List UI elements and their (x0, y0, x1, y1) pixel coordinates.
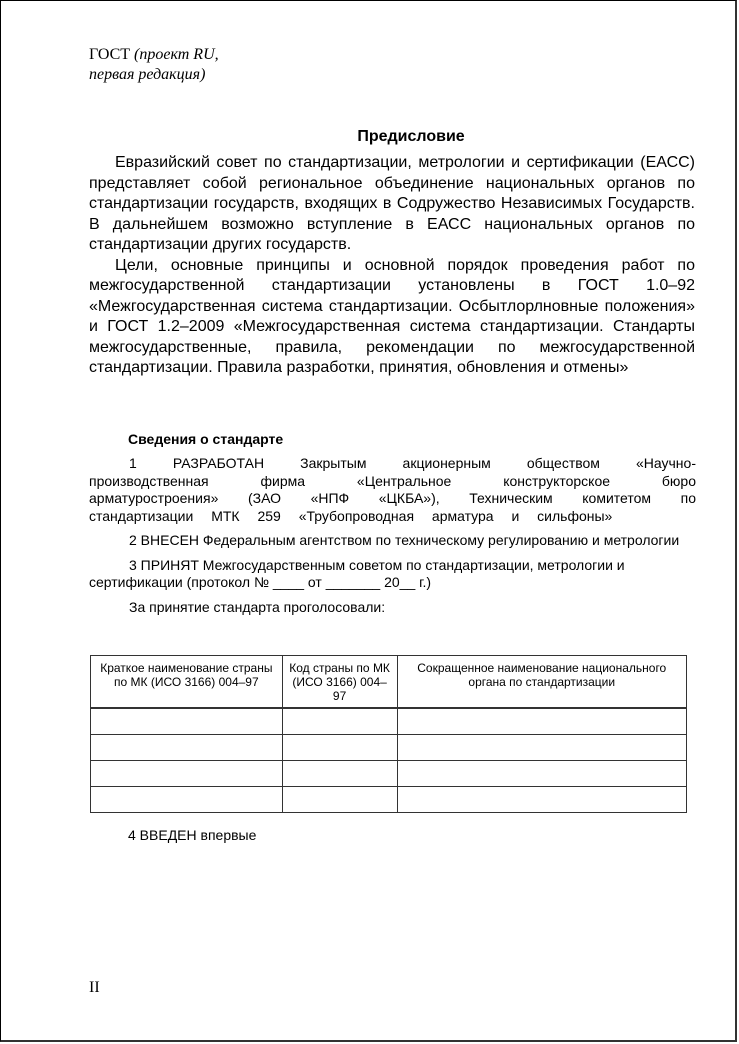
table-row (91, 708, 687, 735)
column-header-national-body: Сокращенное наименование национального органа по стандартизации (397, 656, 686, 709)
table-row (91, 787, 687, 813)
gost-label: ГОСТ (89, 46, 131, 63)
standard-info-title: Сведения о стандарте (128, 431, 284, 447)
column-header-country-code: Код страны по МК (ИСО 3166) 004–97 (282, 656, 397, 709)
draft-note-line1: (проект RU, (134, 46, 219, 63)
preface-title: Предисловие (357, 128, 465, 145)
preface-paragraph-1: Евразийский совет по стандартизации, метрологии и сертификации (ЕАСС) представляет собой региональное объединение национальных органов по стандартизации государств, входящих в Содружество Независимых Государств. В дальнейшем возможно вступление в ЕАСС национальных органов по стандартизации других государств. (89, 154, 695, 253)
preface-paragraph-2: Цели, основные принципы и основной порядок проведения работ по межгосударственной стандартизации установлены в ГОСТ 1.0–92 «Межгосударственная система стандартизации. Осбытлорлновные положения» и ГОСТ 1.2–2009 «Межгосударственная система стандартизации. Стандарты межгосударственные, правила, рекомендации по межгосударственной стандартизации. Правила разработки, принятия, обновления и отмены» (89, 256, 695, 376)
standard-info (89, 455, 696, 623)
info-item-developed: 1 РАЗРАБОТАН Закрытым акционерным обществом «Научно-производственная фирма «Центральное конструкторское бюро арматуростроения» (ЗАО «НПФ «ЦКБА»), Техническим комитетом по стандартизации МТК 259 «Трубопроводная арматура и сильфоны» (89, 455, 696, 524)
info-item-introduced: 4 ВВЕДЕН впервые (128, 827, 257, 843)
voting-table (90, 655, 687, 813)
page-number: II (89, 979, 100, 996)
preface-body (89, 153, 695, 379)
column-header-country-name: Краткое наименование страны по МК (ИСО 3166) 004–97 (91, 656, 283, 709)
info-item-adopted: 3 ПРИНЯТ Межгосударственным советом по стандартизации, метрологии и сертификации (протокол № ____ от _______ 20__ г.) (89, 556, 625, 590)
info-item-submitted: 2 ВНЕСЕН Федеральным агентством по техническому регулированию и метрологии (129, 532, 680, 548)
info-voted-label: За принятие стандарта проголосовали: (129, 598, 386, 615)
draft-note-line2: первая редакция) (89, 66, 206, 83)
document-header (89, 45, 219, 85)
table-row (91, 761, 687, 787)
table-row (91, 735, 687, 761)
